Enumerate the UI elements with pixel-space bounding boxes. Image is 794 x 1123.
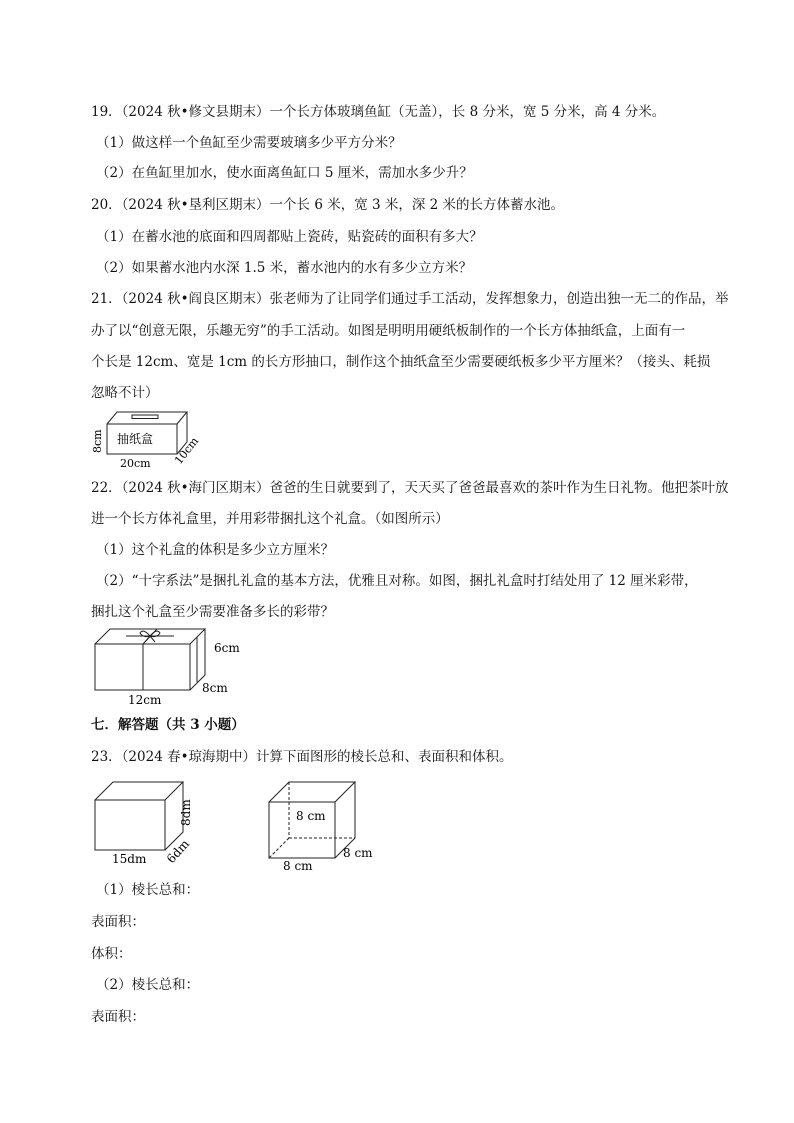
- cube-figure-2: [264, 778, 384, 874]
- q23-stem: 23．（2024 春•琼海期中）计算下面图形的棱长总和、表面积和体积。: [91, 749, 513, 765]
- tissue-box-label: 抽纸盒: [117, 432, 154, 446]
- q20-sub1: （1）在蓄水池的底面和四周都贴上瓷砖，贴瓷砖的面积有多大？: [96, 229, 483, 245]
- cuboid1-length: 15dm: [112, 852, 147, 866]
- cuboid1-height: 8dm: [179, 799, 193, 826]
- q19-sub1: （1）做这样一个鱼缸至少需要玻璃多少平方分米？: [96, 135, 402, 151]
- gift-box-figure: [90, 624, 250, 708]
- q20-sub2: （2）如果蓄水池内水深 1.5 米，蓄水池内的水有多少立方米？: [96, 260, 473, 276]
- cube-length: 8 cm: [283, 859, 313, 873]
- q19-sub2: （2）在鱼缸里加水，使水面离鱼缸口 5 厘米，需加水多少升？: [96, 165, 473, 181]
- cuboid1-width: 6dm: [163, 836, 193, 867]
- section-7-heading: 七．解答题（共 3 小题）: [91, 717, 245, 733]
- q22-sub1: （1）这个礼盒的体积是多少立方厘米？: [96, 542, 335, 558]
- q21-line2: 办了以“创意无限，乐趣无穷”的手工活动。如图是明明用硬纸板制作的一个长方体抽纸盒，上面有一: [91, 323, 686, 339]
- gift-box-length: 12cm: [128, 693, 162, 707]
- q22-line2: 进一个长方体礼盒里，并用彩带捆扎这个礼盒。（如图所示）: [91, 511, 449, 527]
- cuboid1-front: [95, 800, 165, 850]
- q23-answer2-surface: 表面积：: [91, 1009, 145, 1025]
- bow-knot-icon: [140, 631, 160, 642]
- cuboid1-top: [95, 782, 183, 800]
- cuboid-figure-1: [90, 778, 210, 868]
- q22-sub2b: 捆扎这个礼盒至少需要准备多长的彩带？: [91, 604, 334, 620]
- gift-box-height: 6cm: [214, 641, 240, 655]
- q23-answer2-edges: （2）棱长总和：: [96, 977, 200, 993]
- cube-width: 8 cm: [343, 846, 373, 860]
- q23-answer1-edges: （1）棱长总和：: [96, 882, 200, 898]
- q21-line4: 忽略不计）: [91, 385, 159, 401]
- q23-answer1-surface: 表面积：: [91, 914, 145, 930]
- tissue-box-slot: [132, 415, 158, 419]
- tissue-box-height: 8cm: [91, 429, 104, 453]
- q22-sub2a: （2）“十字系法”是捆扎礼盒的基本方法，优雅且对称。如图，捆扎礼盒时打结处用了 12 厘米彩带，: [96, 573, 698, 589]
- tissue-box-length: 20cm: [120, 457, 151, 470]
- tissue-box-width: 10cm: [172, 434, 202, 467]
- q21-line3: 个长是 12cm、宽是 1cm 的长方形抽口，制作这个抽纸盒至少需要硬纸板多少平方厘米？（接头、耗损: [91, 354, 711, 370]
- q19-stem: 19．（2024 秋•修文县期末）一个长方体玻璃鱼缸（无盖），长 8 分米，宽 5 分米，高 4 分米。: [91, 104, 666, 120]
- q22-line1: 22．（2024 秋•海门区期末）爸爸的生日就要到了，天天买了爸爸最喜欢的茶叶作为生日礼物。他把茶叶放: [91, 480, 729, 496]
- gift-box-width: 8cm: [202, 681, 228, 695]
- q23-answer1-volume: 体积：: [91, 946, 132, 962]
- q20-stem: 20．（2024 秋•垦利区期末）一个长 6 米，宽 3 米，深 2 米的长方体蓄水池。: [91, 197, 565, 213]
- cube-height: 8 cm: [296, 809, 326, 823]
- cube-top: [269, 782, 355, 802]
- tissue-box-figure: [88, 405, 208, 470]
- q21-line1: 21．（2024 秋•阎良区期末）张老师为了让同学们通过手工活动，发挥想象力，创造出独一无二的作品，举: [91, 291, 729, 307]
